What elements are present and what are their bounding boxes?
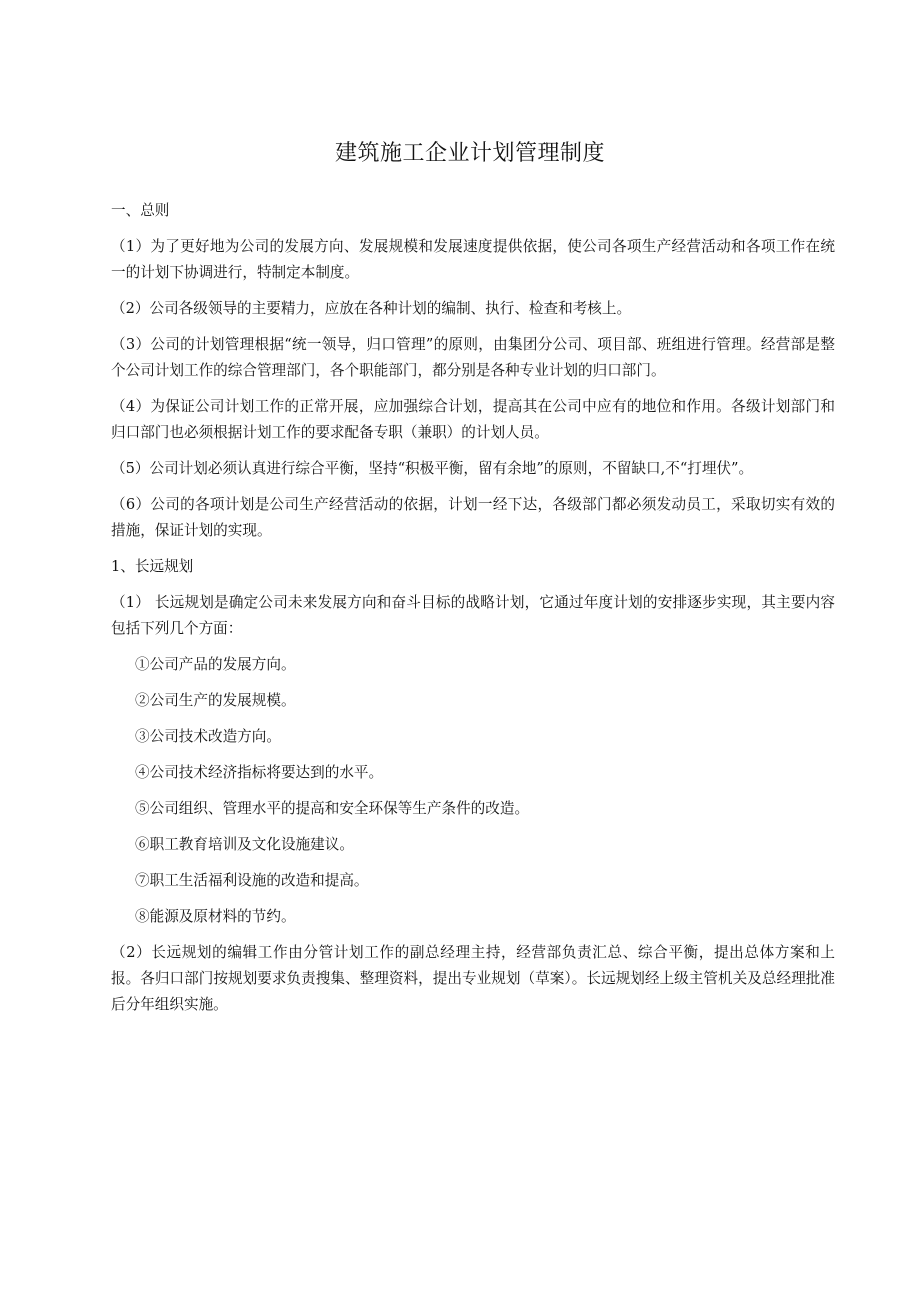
paragraph-general-3: （3）公司的计划管理根据“统一领导，归口管理”的原则，由集团分公司、项目部、班组进行管理。经营部是整个公司计划工作的综合管理部门，各个职能部门，都分别是各种专业计划的归口部门。 (111, 336, 835, 379)
paragraph-long-term-1: （1） 长远规划是确定公司未来发展方向和奋斗目标的战略计划，它通过年度计划的安排逐步实现，其主要内容包括下列几个方面： (111, 594, 835, 637)
section-heading-long-term-plan: 1、长远规划 (111, 558, 194, 575)
document-body (111, 198, 835, 1028)
list-item: ①公司产品的发展方向。 (135, 656, 296, 673)
list-item: ⑧能源及原材料的节约。 (135, 908, 296, 925)
section-heading-general: 一、总则 (111, 202, 170, 219)
document-title: 建筑施工企业计划管理制度 (334, 141, 605, 166)
paragraph-general-4: （4）为保证公司计划工作的正常开展，应加强综合计划，提高其在公司中应有的地位和作用。各级计划部门和归口部门也必须根据计划工作的要求配备专职（兼职）的计划人员。 (111, 398, 835, 441)
list-item: ⑤公司组织、管理水平的提高和安全环保等生产条件的改造。 (135, 800, 530, 817)
list-item: ④公司技术经济指标将要达到的水平。 (135, 764, 384, 781)
paragraph-general-1: （1）为了更好地为公司的发展方向、发展规模和发展速度提供依据，使公司各项生产经营活动和各项工作在统一的计划下协调进行，特制定本制度。 (111, 238, 835, 281)
list-item: ⑦职工生活福利设施的改造和提高。 (135, 872, 369, 889)
list-item: ②公司生产的发展规模。 (135, 692, 296, 709)
paragraph-general-2: （2）公司各级领导的主要精力，应放在各种计划的编制、执行、检查和考核上。 (111, 300, 632, 317)
paragraph-general-6: （6）公司的各项计划是公司生产经营活动的依据，计划一经下达，各级部门都必须发动员工，采取切实有效的措施，保证计划的实现。 (111, 496, 835, 539)
list-item: ③公司技术改造方向。 (135, 728, 281, 745)
paragraph-long-term-2: （2）长远规划的编辑工作由分管计划工作的副总经理主持，经营部负责汇总、综合平衡，提出总体方案和上报。各归口部门按规划要求负责搜集、整理资料，提出专业规划（草案）。长远规划经上级主管机关及总经理批准后分年组织实施。 (111, 944, 835, 1013)
list-item: ⑥职工教育培训及文化设施建议。 (135, 836, 354, 853)
paragraph-general-5: （5）公司计划必须认真进行综合平衡，坚持“积极平衡，留有余地”的原则，不留缺口,不“打埋伏”。 (111, 460, 754, 477)
